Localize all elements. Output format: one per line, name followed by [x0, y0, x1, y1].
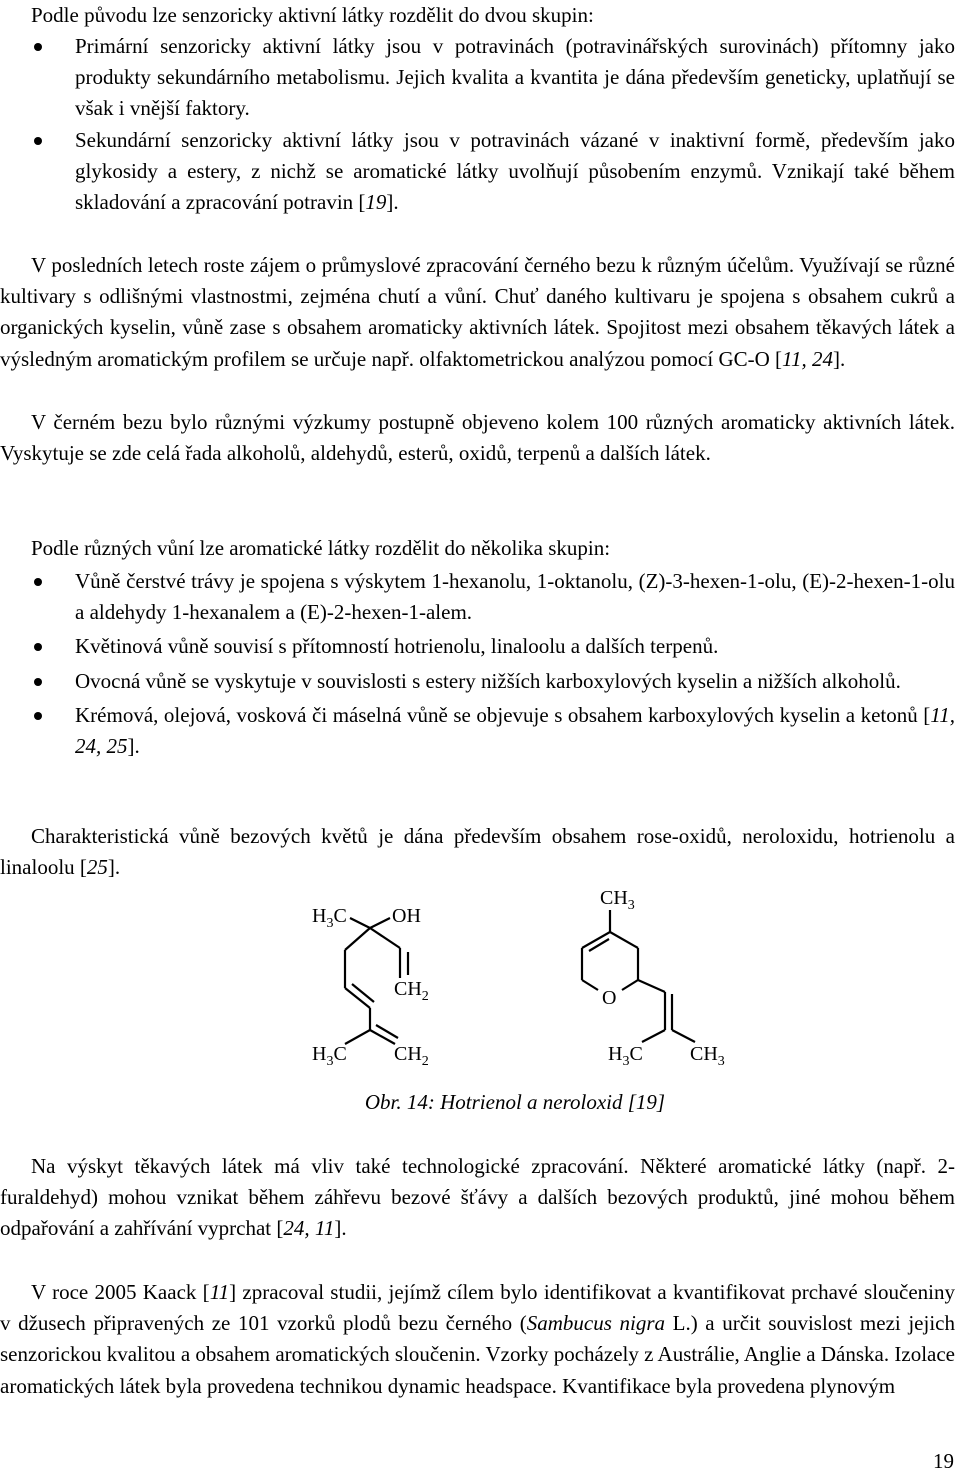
bullet-icon: [34, 678, 42, 686]
bullet-icon: [34, 137, 42, 145]
citation: 25: [86, 855, 108, 880]
methylene-label: $CH_2$: [394, 1043, 429, 1069]
paragraph-industrial-processing: V posledních letech roste zájem o průmyslové zpracování černého bezu k různým účelům. Využívají se různé kultivary s odlišnými vlastnostmi, zejména chutí a vůní. Chuť daného kultivaru je spojena s obsahem cukrů a organických kyselin, vůně zase s obsahem aromaticky aktivních látek. Spojitost mezi obsahem těkavých látek a výsledným aromatickým profilem se určuje např. olfaktometrickou analýzou pomocí GC-O [11, 24].: [0, 253, 955, 371]
paragraph-aroma-compounds: V černém bezu bylo různými výzkumy postupně objeveno kolem 100 různých aromaticky aktivních látek. Vyskytuje se zde celá řada alkoholů, aldehydů, esterů, oxidů, terpenů a dalších látek.: [0, 410, 955, 466]
hydroxyl-label: OH: [392, 905, 421, 927]
paragraph-technological-processing: Na výskyt těkavých látek má vliv také technologické zpracování. Některé aromatické látky (např. 2-furaldehyd) mohou vznikat během záhřevu bezové šťávy a dalších bezových produktů, jiné mohou během odpařování a zahřívání vyprchat [24, 11].: [0, 1154, 955, 1241]
bullet-icon: [34, 578, 42, 586]
bullet-icon: [34, 43, 42, 51]
list-item: Vůně čerstvé trávy je spojena s výskytem 1-hexanolu, 1-oktanolu, (Z)-3-hexen-1-olu, (E)-2-hexen-1-olu a aldehydy 1-hexanalem a (E)-2-hexen-1-alem.: [0, 566, 955, 628]
citation: 11, 24: [782, 346, 833, 371]
citation: 24, 11: [283, 1216, 335, 1241]
methyl-label: $H_3C$: [312, 905, 347, 931]
list-item: Ovocná vůně se vyskytuje v souvislosti s estery nižších karboxylových kyselin a nižších alkoholů.: [0, 666, 955, 697]
paragraph-elder-flower-aroma: Charakteristická vůně bezových květů je dána především obsahem rose-oxidů, neroloxidu, hotrienolu a linaloolu [25].: [0, 824, 955, 880]
list-item: Primární senzoricky aktivní látky jsou v potravinách (potravinářských surovinách) přítomny jako produkty sekundárního metabolismu. Jejich kvalita a kvantita je dána především geneticky, uplatňují se však i vnější faktory.: [0, 31, 955, 125]
citation: 19: [365, 190, 387, 215]
list-item: Krémová, olejová, vosková či máselná vůně se objevuje s obsahem karboxylových kyselin a ketonů [11, 24, 25].: [0, 700, 955, 762]
figure-caption: Obr. 14: Hotrienol a neroloxid [19]: [364, 1090, 666, 1114]
methyl-label: $CH_3$: [690, 1043, 725, 1069]
methyl-label: $CH_3$: [600, 887, 635, 913]
hotrienol-structure: [312, 905, 429, 1069]
citation: 11: [209, 1280, 230, 1304]
species-name: Sambucus nigra: [526, 1311, 666, 1336]
aroma-groups-intro: Podle různých vůní lze aromatické látky rozdělit do několika skupin:: [31, 536, 611, 560]
bullet-icon: [34, 712, 42, 720]
list-item: Květinová vůně souvisí s přítomností hotrienolu, linaloolu a dalších terpenů.: [0, 631, 955, 662]
methyl-label: $H_3C$: [312, 1043, 347, 1069]
citation: 11, 24, 25: [75, 702, 955, 759]
figure-structures: [300, 880, 740, 1080]
neroloxid-structure: [582, 887, 725, 1069]
list-item: Sekundární senzoricky aktivní látky jsou v potravinách vázané v inaktivní formě, především jako glykosidy a estery, z nichž se aromatické látky uvolňují působením enzymů. Vznikají také během skladování a zpracování potravin [19].: [0, 125, 955, 219]
paragraph-kaack-study: V roce 2005 Kaack [11] zpracoval studii, jejímž cílem bylo identifikovat a kvantifikovat prchavé sloučeniny v džusech připravených ze 101 vzorků plodů bezu černého (Sambucus nigra L.) a určit souvislost mezi jejich senzorickou kvalitou a obsahem aromatických sloučenin. Vzorky pocházely z Austrálie, Anglie a Dánska. Izolace aromatických látek byla provedena technikou dynamic headspace. Kvantifikace byla provedena plynovým: [0, 1280, 956, 1398]
origin-groups-intro: Podle původu lze senzoricky aktivní látky rozdělit do dvou skupin:: [31, 3, 594, 27]
bullet-icon: [34, 643, 42, 651]
ring-oxygen-label: O: [602, 987, 617, 1009]
page-number: 19: [933, 1449, 954, 1473]
origin-groups-list: [0, 31, 955, 218]
methylene-label: $CH_2$: [394, 978, 429, 1004]
methyl-label: $H_3C$: [608, 1043, 643, 1069]
aroma-groups-list: [0, 566, 955, 762]
